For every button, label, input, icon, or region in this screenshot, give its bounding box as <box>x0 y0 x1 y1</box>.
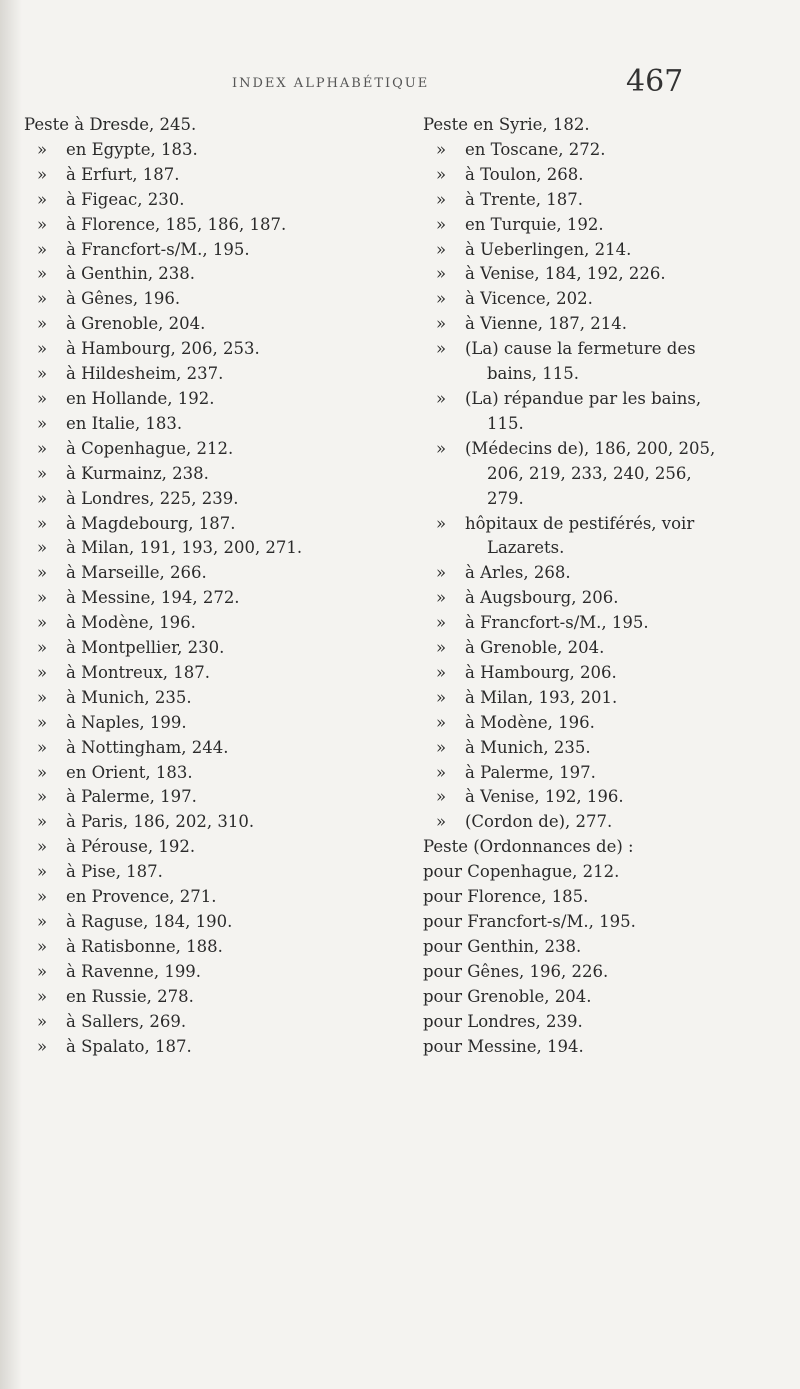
entry-text: en Hollande, 192. <box>66 388 215 408</box>
ditto-mark: » <box>37 513 48 533</box>
index-subentry <box>423 238 778 263</box>
index-subentry <box>24 661 394 686</box>
running-title: INDEX ALPHABÉTIQUE <box>232 76 430 91</box>
index-subentry <box>423 586 778 611</box>
index-subentry <box>24 238 394 263</box>
ditto-mark: » <box>37 812 48 832</box>
index-subentry <box>423 686 778 711</box>
index-subentry <box>423 512 778 537</box>
entry-text: à Pérouse, 192. <box>66 837 196 857</box>
index-continuation <box>423 462 778 487</box>
index-heading <box>24 113 394 138</box>
entry-text: à Venise, 184, 192, 226. <box>465 264 666 284</box>
ditto-mark: » <box>37 314 48 334</box>
entry-text: à Modène, 196. <box>66 613 196 633</box>
entry-text: à Magdebourg, 187. <box>66 513 236 533</box>
page-header <box>0 62 800 102</box>
index-plain-entry <box>423 935 778 960</box>
index-subentry <box>423 636 778 661</box>
entry-text: Lazarets. <box>487 538 565 558</box>
entry-text: à Londres, 225, 239. <box>66 488 239 508</box>
entry-text: 206, 219, 233, 240, 256, <box>487 463 692 483</box>
entry-text: à Messine, 194, 272. <box>66 588 240 608</box>
index-subentry <box>24 935 394 960</box>
ditto-mark: » <box>436 438 447 458</box>
entry-text: à Ratisbonne, 188. <box>66 936 223 956</box>
ditto-mark: » <box>37 762 48 782</box>
ditto-mark: » <box>436 289 447 309</box>
entry-text: à Montreux, 187. <box>66 662 210 682</box>
ditto-mark: » <box>37 438 48 458</box>
ditto-mark: » <box>37 264 48 284</box>
index-subentry <box>423 312 778 337</box>
index-subentry <box>423 287 778 312</box>
index-subentry <box>423 761 778 786</box>
index-subentry <box>423 810 778 835</box>
ditto-mark: » <box>436 787 447 807</box>
entry-text: à Grenoble, 204. <box>66 314 206 334</box>
index-subentry <box>24 1035 394 1060</box>
index-heading <box>423 113 778 138</box>
entry-text: à Kurmainz, 238. <box>66 463 209 483</box>
entry-text: à Toulon, 268. <box>465 164 584 184</box>
ditto-mark: » <box>37 364 48 384</box>
entry-text: à Munich, 235. <box>66 687 192 707</box>
ditto-mark: » <box>37 837 48 857</box>
ditto-mark: » <box>37 961 48 981</box>
entry-text: Peste (Ordonnances de) : <box>423 837 634 857</box>
index-subentry <box>24 611 394 636</box>
index-subentry <box>24 885 394 910</box>
index-subentry <box>24 213 394 238</box>
page-edge-shadow <box>0 0 22 1389</box>
ditto-mark: » <box>37 613 48 633</box>
ditto-mark: » <box>436 662 447 682</box>
ditto-mark: » <box>37 488 48 508</box>
ditto-mark: » <box>37 413 48 433</box>
index-heading <box>423 835 778 860</box>
index-subentry <box>24 138 394 163</box>
index-subentry <box>24 636 394 661</box>
entry-text: pour Copenhague, 212. <box>423 862 620 882</box>
entry-text: pour Grenoble, 204. <box>423 986 592 1006</box>
ditto-mark: » <box>37 1036 48 1056</box>
entry-text: 115. <box>487 413 524 433</box>
index-subentry <box>423 711 778 736</box>
ditto-mark: » <box>37 912 48 931</box>
entry-text: à Arles, 268. <box>465 563 571 583</box>
entry-text: hôpitaux de pestiférés, voir <box>465 513 695 533</box>
index-subentry <box>24 188 394 213</box>
entry-text: à Sallers, 269. <box>66 1011 187 1031</box>
index-plain-entry <box>423 885 778 910</box>
page-number: 467 <box>626 64 684 99</box>
index-subentry <box>423 188 778 213</box>
ditto-mark: » <box>37 164 48 184</box>
ditto-mark: » <box>436 712 447 732</box>
entry-text: à Munich, 235. <box>465 737 591 757</box>
entry-text: en Turquie, 192. <box>465 214 604 234</box>
index-subentry <box>423 262 778 287</box>
index-subentry <box>24 1010 394 1035</box>
index-subentry <box>423 138 778 163</box>
entry-text: en Egypte, 183. <box>66 139 198 159</box>
index-subentry <box>24 387 394 412</box>
index-column-right <box>423 113 778 1059</box>
entry-text: à Hambourg, 206, 253. <box>66 339 260 359</box>
index-subentry <box>423 736 778 761</box>
entry-text: à Palerme, 197. <box>66 787 197 807</box>
index-continuation <box>423 362 778 387</box>
index-plain-entry <box>423 910 778 935</box>
index-subentry <box>24 985 394 1010</box>
entry-text: à Palerme, 197. <box>465 762 596 782</box>
index-subentry <box>423 785 778 810</box>
index-plain-entry <box>423 1035 778 1060</box>
index-subentry <box>423 437 778 462</box>
index-subentry <box>24 736 394 761</box>
entry-text: à Copenhague, 212. <box>66 438 234 458</box>
ditto-mark: » <box>436 214 447 234</box>
ditto-mark: » <box>436 264 447 284</box>
ditto-mark: » <box>436 812 447 832</box>
entry-text: pour Londres, 239. <box>423 1011 583 1031</box>
entry-text: à Augsbourg, 206. <box>465 588 619 608</box>
ditto-mark: » <box>436 638 447 658</box>
ditto-mark: » <box>37 189 48 209</box>
entry-text: en Italie, 183. <box>66 413 183 433</box>
ditto-mark: » <box>37 388 48 408</box>
index-subentry <box>24 312 394 337</box>
ditto-mark: » <box>37 214 48 234</box>
entry-text: à Milan, 193, 201. <box>465 687 618 707</box>
ditto-mark: » <box>37 712 48 732</box>
ditto-mark: » <box>37 1011 48 1031</box>
entry-text: Peste à Dresde, 245. <box>24 115 197 134</box>
index-subentry <box>24 163 394 188</box>
index-subentry <box>423 213 778 238</box>
ditto-mark: » <box>436 762 447 782</box>
entry-text: à Milan, 191, 193, 200, 271. <box>66 538 303 558</box>
ditto-mark: » <box>37 862 48 882</box>
ditto-mark: » <box>37 887 48 907</box>
index-subentry <box>24 810 394 835</box>
index-subentry <box>24 860 394 885</box>
entry-text: à Gênes, 196. <box>66 289 181 309</box>
entry-text: à Naples, 199. <box>66 712 187 732</box>
ditto-mark: » <box>436 139 447 159</box>
index-subentry <box>24 835 394 860</box>
index-subentry <box>24 586 394 611</box>
index-subentry <box>24 287 394 312</box>
entry-text: à Grenoble, 204. <box>465 638 605 658</box>
entry-text: en Russie, 278. <box>66 986 194 1006</box>
ditto-mark: » <box>37 588 48 608</box>
entry-text: 279. <box>487 488 524 508</box>
entry-text: à Figeac, 230. <box>66 189 185 209</box>
entry-text: bains, 115. <box>487 364 579 384</box>
index-subentry <box>24 960 394 985</box>
entry-text: à Erfurt, 187. <box>66 164 180 184</box>
entry-text: à Raguse, 184, 190. <box>66 912 233 931</box>
ditto-mark: » <box>37 339 48 359</box>
index-subentry <box>24 785 394 810</box>
index-subentry <box>423 611 778 636</box>
entry-text: (La) répandue par les bains, <box>465 388 702 408</box>
ditto-mark: » <box>37 289 48 309</box>
entry-text: à Modène, 196. <box>465 712 595 732</box>
entry-text: à Ravenne, 199. <box>66 961 202 981</box>
ditto-mark: » <box>436 388 447 408</box>
entry-text: à Montpellier, 230. <box>66 638 225 658</box>
entry-text: à Hambourg, 206. <box>465 662 617 682</box>
ditto-mark: » <box>436 588 447 608</box>
entry-text: pour Messine, 194. <box>423 1036 584 1056</box>
entry-text: pour Francfort-s/M., 195. <box>423 912 636 931</box>
ditto-mark: » <box>37 936 48 956</box>
index-subentry <box>24 761 394 786</box>
ditto-mark: » <box>37 239 48 259</box>
index-subentry <box>24 337 394 362</box>
entry-text: pour Genthin, 238. <box>423 936 582 956</box>
index-continuation <box>423 412 778 437</box>
ditto-mark: » <box>37 463 48 483</box>
entry-text: pour Gênes, 196, 226. <box>423 961 609 981</box>
ditto-mark: » <box>436 314 447 334</box>
entry-text: à Francfort-s/M., 195. <box>465 613 649 633</box>
ditto-mark: » <box>37 737 48 757</box>
entry-text: à Vicence, 202. <box>465 289 593 309</box>
index-continuation <box>423 487 778 512</box>
index-plain-entry <box>423 860 778 885</box>
ditto-mark: » <box>436 687 447 707</box>
index-subentry <box>24 462 394 487</box>
ditto-mark: » <box>436 613 447 633</box>
ditto-mark: » <box>37 139 48 159</box>
entry-text: en Orient, 183. <box>66 762 193 782</box>
ditto-mark: » <box>37 662 48 682</box>
index-subentry <box>24 910 394 935</box>
index-subentry <box>24 711 394 736</box>
index-subentry <box>24 412 394 437</box>
index-subentry <box>24 686 394 711</box>
entry-text: à Venise, 192, 196. <box>465 787 624 807</box>
entry-text: en Provence, 271. <box>66 887 217 907</box>
index-subentry <box>24 362 394 387</box>
entry-text: à Ueberlingen, 214. <box>465 239 632 259</box>
index-plain-entry <box>423 960 778 985</box>
index-subentry <box>423 337 778 362</box>
entry-text: à Paris, 186, 202, 310. <box>66 812 255 832</box>
index-subentry <box>24 487 394 512</box>
entry-text: à Trente, 187. <box>465 189 583 209</box>
entry-text: Peste en Syrie, 182. <box>423 115 590 134</box>
entry-text: à Marseille, 266. <box>66 563 207 583</box>
ditto-mark: » <box>436 189 447 209</box>
ditto-mark: » <box>37 638 48 658</box>
entry-text: en Toscane, 272. <box>465 139 606 159</box>
index-subentry <box>24 536 394 561</box>
index-subentry <box>24 512 394 537</box>
ditto-mark: » <box>37 538 48 558</box>
entry-text: à Florence, 185, 186, 187. <box>66 214 287 234</box>
entry-text: à Hildesheim, 237. <box>66 364 224 384</box>
index-continuation <box>423 536 778 561</box>
entry-text: à Pise, 187. <box>66 862 163 882</box>
entry-text: à Vienne, 187, 214. <box>465 314 627 334</box>
entry-text: à Spalato, 187. <box>66 1036 192 1056</box>
index-subentry <box>24 437 394 462</box>
entry-text: à Genthin, 238. <box>66 264 196 284</box>
ditto-mark: » <box>436 737 447 757</box>
ditto-mark: » <box>436 513 447 533</box>
index-subentry <box>423 561 778 586</box>
index-subentry <box>24 262 394 287</box>
index-subentry <box>24 561 394 586</box>
index-plain-entry <box>423 985 778 1010</box>
ditto-mark: » <box>37 687 48 707</box>
entry-text: (Médecins de), 186, 200, 205, <box>465 438 716 458</box>
ditto-mark: » <box>37 563 48 583</box>
entry-text: à Nottingham, 244. <box>66 737 229 757</box>
entry-text: (La) cause la fermeture des <box>465 339 696 359</box>
ditto-mark: » <box>37 787 48 807</box>
ditto-mark: » <box>436 164 447 184</box>
index-subentry <box>423 387 778 412</box>
ditto-mark: » <box>37 986 48 1006</box>
entry-text: à Francfort-s/M., 195. <box>66 239 250 259</box>
ditto-mark: » <box>436 563 447 583</box>
ditto-mark: » <box>436 239 447 259</box>
index-subentry <box>423 163 778 188</box>
entry-text: (Cordon de), 277. <box>465 812 613 832</box>
index-column-left <box>24 113 394 1059</box>
entry-text: pour Florence, 185. <box>423 887 589 907</box>
index-subentry <box>423 661 778 686</box>
index-plain-entry <box>423 1010 778 1035</box>
ditto-mark: » <box>436 339 447 359</box>
